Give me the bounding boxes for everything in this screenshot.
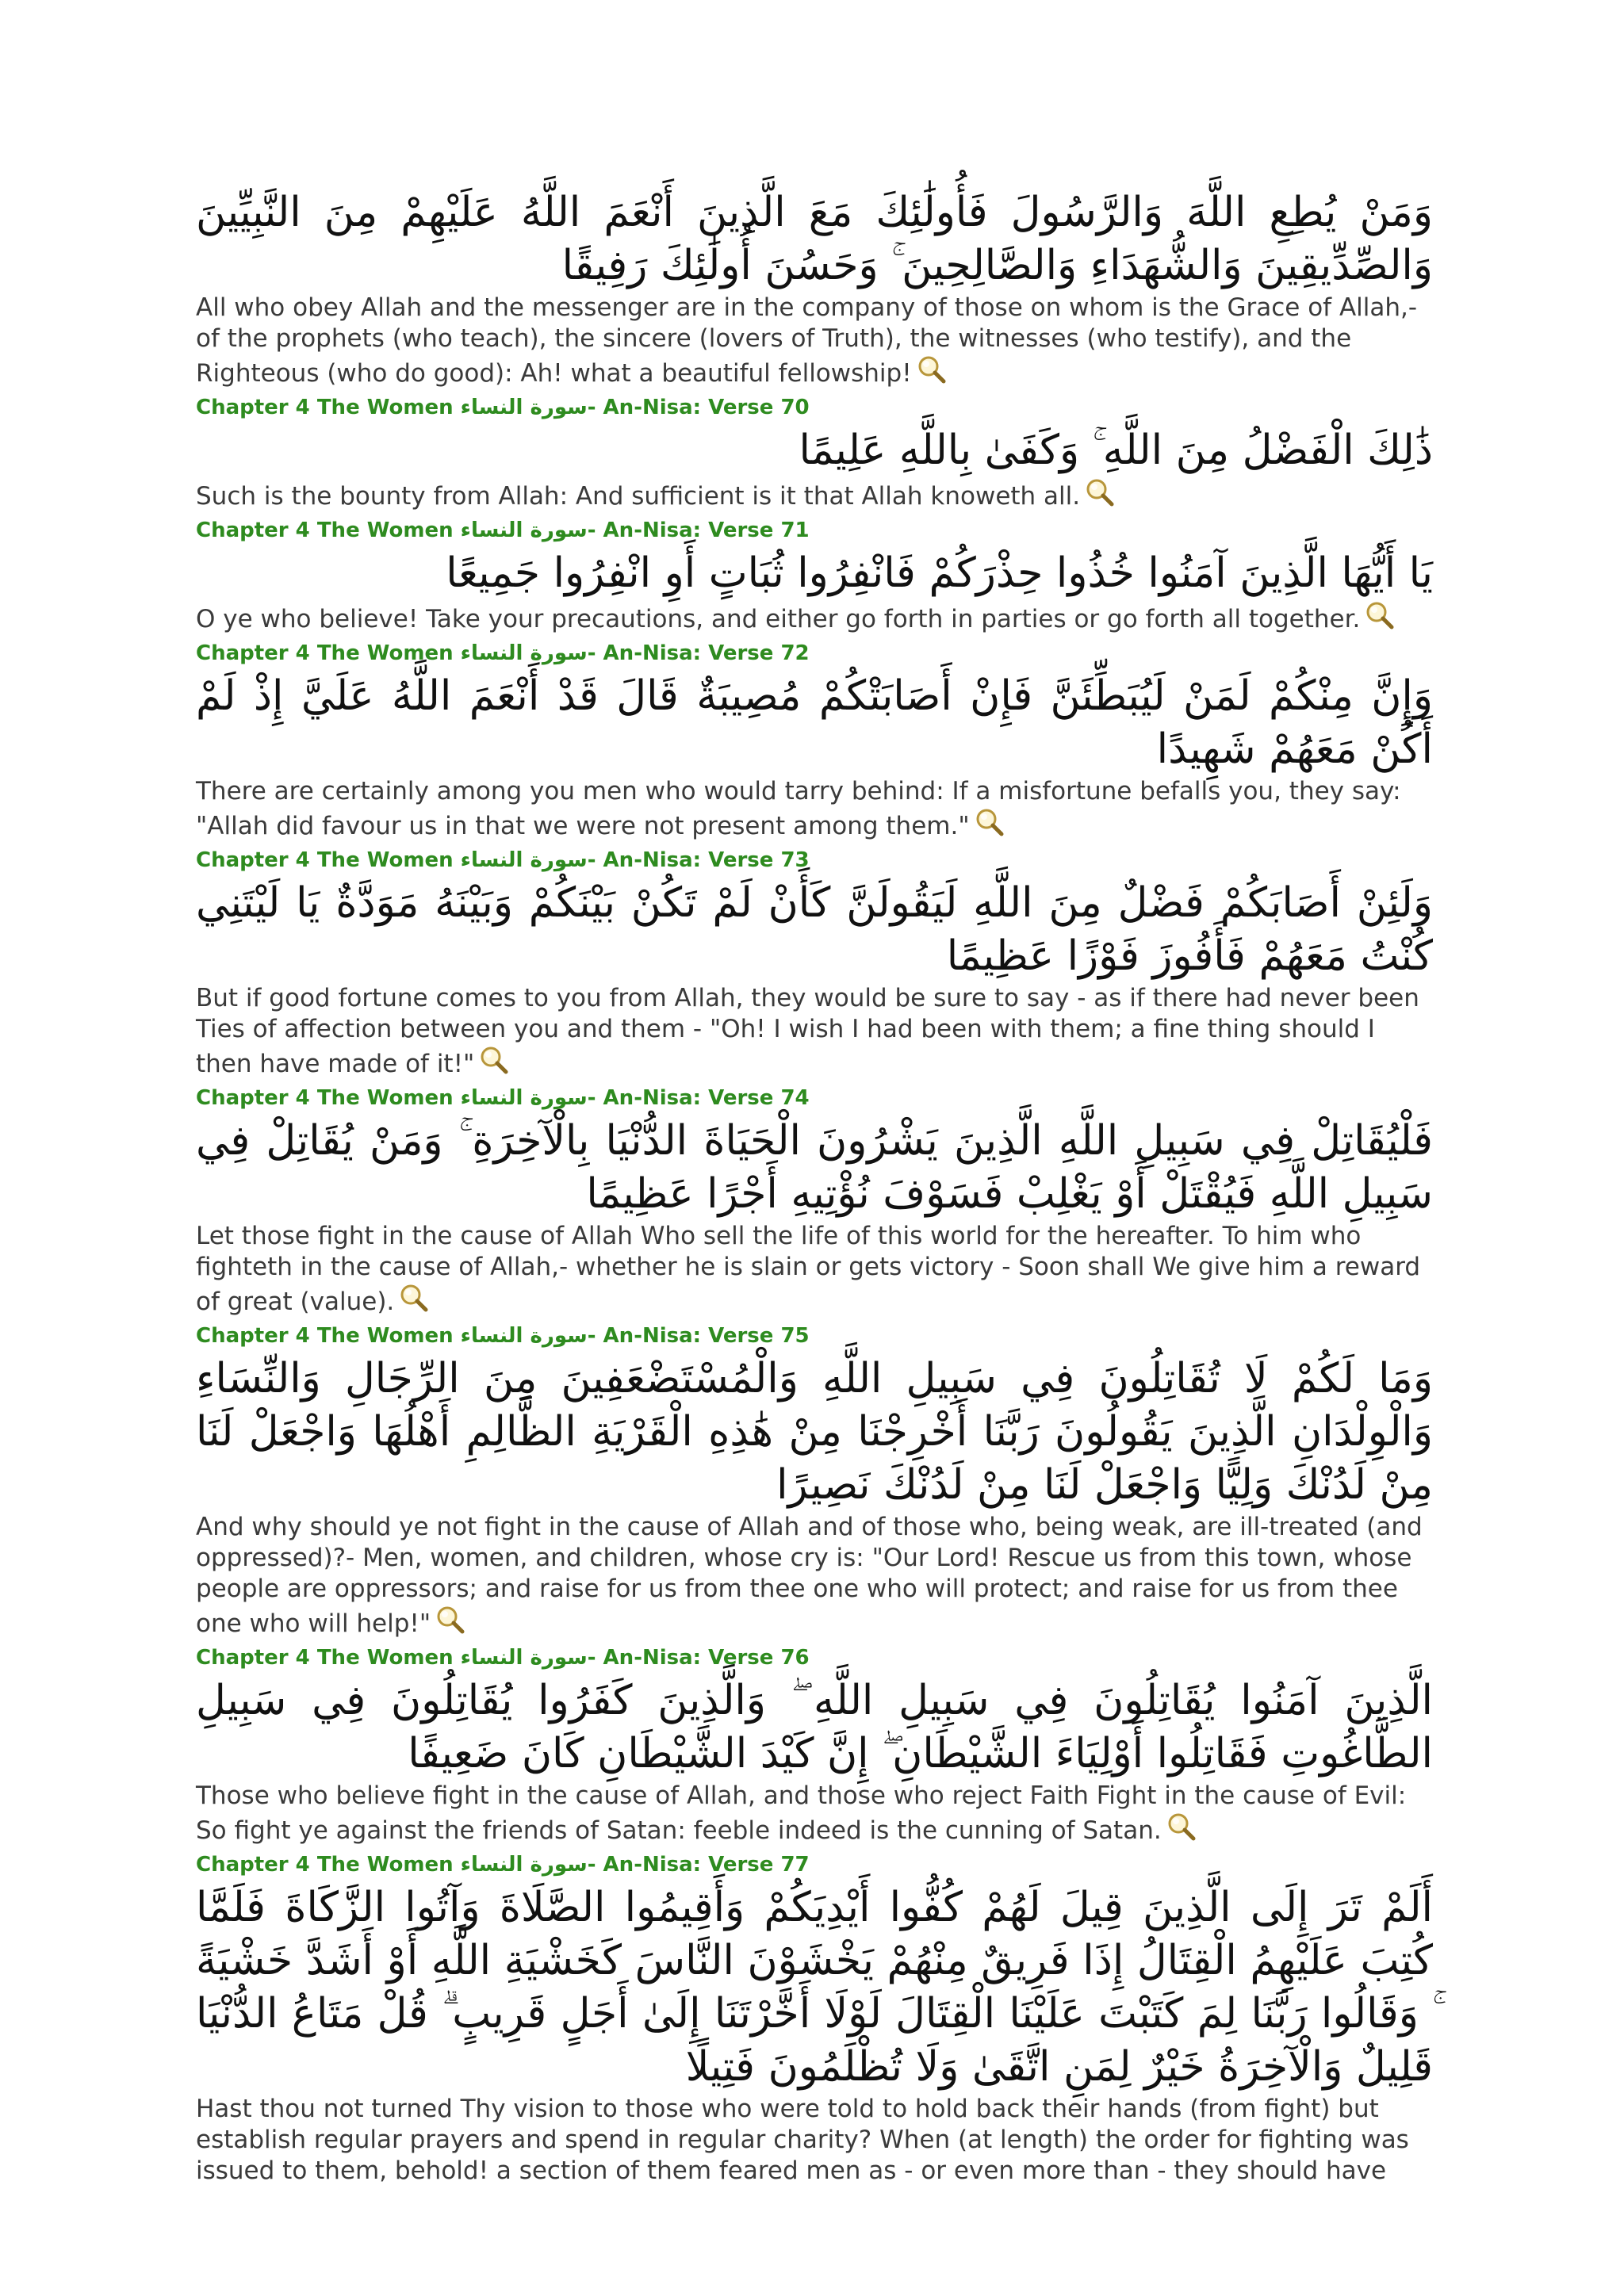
heading-chapter: Chapter 4 The Women [196,1324,454,1348]
heading-chapter: Chapter 4 The Women [196,519,454,542]
translation-text [196,983,1433,1080]
heading-chapter: Chapter 4 The Women [196,396,454,419]
translation-text [196,776,1433,842]
magnifier-icon[interactable] [1166,1812,1197,1842]
arabic-text: أَلَمْ تَرَ إِلَى الَّذِينَ قِيلَ لَهُمْ كُفُّوا أَيْدِيَكُمْ وَأَقِيمُوا الصَّلَاةَ وَآتُوا الزَّكَاةَ فَلَمَّا كُتِبَ عَلَيْهِمُ الْقِتَالُ إِذَا فَرِيقٌ مِنْهُمْ يَخْشَوْنَ النَّاسَ كَخَشْيَةِ اللَّهِ أَوْ أَشَدَّ خَشْيَةً ۚ وَقَالُوا رَبَّنَا لِمَ كَتَبْتَ عَلَيْنَا الْقِتَالَ لَوْلَا أَخَّرْتَنَا إِلَىٰ أَجَلٍ قَرِيبٍ ۗ قُلْ مَتَاعُ الدُّنْيَا قَلِيلٌ وَالْآخِرَةُ خَيْرٌ لِمَنِ اتَّقَىٰ وَلَا تُظْلَمُونَ فَتِيلًا [196,1884,1433,2091]
verse-block [196,517,1433,635]
magnifier-icon[interactable] [399,1283,429,1313]
translation-body: There are certainly among you men who would tarry behind: If a misfortune befalls you, they say: "Allah did favour us in that we were not present among them." [196,777,1401,840]
verse-heading [196,394,1433,421]
verse-block [196,847,1433,1080]
heading-surah-arabic: سورة النساء [460,848,588,872]
verse-block [196,640,1433,842]
arabic-text: الَّذِينَ آمَنُوا يُقَاتِلُونَ فِي سَبِيلِ اللَّهِ ۖ وَالَّذِينَ كَفَرُوا يُقَاتِلُونَ فِي سَبِيلِ الطَّاغُوتِ فَقَاتِلُوا أَوْلِيَاءَ الشَّيْطَانِ ۖ إِنَّ كَيْدَ الشَّيْطَانِ كَانَ ضَعِيفًا [196,1677,1433,1777]
translation-text [196,1221,1433,1318]
verse-block [196,1644,1433,1846]
verse-heading [196,847,1433,874]
verse-heading [196,640,1433,667]
heading-verse-ref: - An-Nisa: Verse 73 [587,848,810,872]
verse-heading [196,1322,1433,1349]
magnifier-icon[interactable] [1365,600,1395,630]
magnifier-icon[interactable] [975,807,1005,837]
document-page [196,186,1433,2191]
heading-chapter: Chapter 4 The Women [196,1646,454,1670]
translation-body: Such is the bounty from Allah: And sufficient is it that Allah knoweth all. [196,482,1081,511]
heading-chapter: Chapter 4 The Women [196,848,454,872]
heading-verse-ref: - An-Nisa: Verse 72 [587,641,810,665]
verse-heading [196,1085,1433,1112]
heading-surah-arabic: سورة النساء [460,641,588,665]
arabic-text: وَمَنْ يُطِعِ اللَّهَ وَالرَّسُولَ فَأُولَٰئِكَ مَعَ الَّذِينَ أَنْعَمَ اللَّهُ عَلَيْهِمْ مِنَ النَّبِيِّينَ وَالصِّدِّيقِينَ وَالشُّهَدَاءِ وَالصَّالِحِينَ ۚ وَحَسُنَ أُولَٰئِكَ رَفِيقًا [196,189,1433,289]
translation-body: All who obey Allah and the messenger are in the company of those on whom is the Grace of Allah,- of the prophets (who teach), the sincere (lovers of Truth), the witnesses (who testify), and the Righteous (who do good): Ah! what a beautiful fellowship! [196,293,1418,388]
arabic-text: ذَٰلِكَ الْفَضْلُ مِنَ اللَّهِ ۚ وَكَفَىٰ بِاللَّهِ عَلِيمًا [799,427,1433,474]
magnifier-icon[interactable] [1085,477,1115,507]
magnifier-icon[interactable] [917,354,947,385]
translation-body: O ye who believe! Take your precautions, and either go forth in parties or go forth all together. [196,605,1361,633]
translation-text: Hast thou not turned Thy vision to those who were told to hold back their hands (from fight) but establish regular prayers and spend in regular charity? When (at length) the order for fighting was issued to them, behold! a section of them feared men as - or even more than - they should have [196,2095,1409,2185]
magnifier-icon[interactable] [435,1605,465,1635]
heading-verse-ref: - An-Nisa: Verse 76 [587,1646,810,1670]
arabic-text: يَا أَيُّهَا الَّذِينَ آمَنُوا خُذُوا حِذْرَكُمْ فَانْفِرُوا ثُبَاتٍ أَوِ انْفِرُوا جَمِيعًا [446,549,1433,597]
heading-verse-ref: - An-Nisa: Verse 77 [587,1853,810,1877]
arabic-text: وَمَا لَكُمْ لَا تُقَاتِلُونَ فِي سَبِيلِ اللَّهِ وَالْمُسْتَضْعَفِينَ مِنَ الرِّجَالِ وَالنِّسَاءِ وَالْوِلْدَانِ الَّذِينَ يَقُولُونَ رَبَّنَا أَخْرِجْنَا مِنْ هَٰذِهِ الْقَرْيَةِ الظَّالِمِ أَهْلُهَا وَاجْعَلْ لَنَا مِنْ لَدُنْكَ وَلِيًّا وَاجْعَلْ لَنَا مِنْ لَدُنْكَ نَصِيرًا [196,1355,1433,1509]
verse-block-intro [196,186,1433,389]
heading-surah-arabic: سورة النساء [460,1324,588,1348]
verse-block [196,1851,1433,2187]
heading-verse-ref: - An-Nisa: Verse 70 [587,396,810,419]
translation-body: But if good fortune comes to you from Allah, they would be sure to say - as if there had never been Ties of affection between you and them - "Oh! I wish I had been with them; a fine thing should I then have made of it!" [196,984,1419,1078]
heading-surah-arabic: سورة النساء [460,1086,588,1110]
verse-heading [196,1851,1433,1878]
verse-heading [196,1644,1433,1671]
translation-text [196,1781,1433,1846]
translation-text [196,1512,1433,1640]
heading-chapter: Chapter 4 The Women [196,1086,454,1110]
translation-body: And why should ye not fight in the cause of Allah and of those who, being weak, are ill-treated (and oppressed)?- Men, women, and children, whose cry is: "Our Lord! Rescue us from this town, whose people are oppressors; and raise for us from thee one who will protect; and raise for us from thee one who will help!" [196,1513,1423,1638]
translation-body: Let those fight in the cause of Allah Who sell the life of this world for the hereafter. To him who fighteth in the cause of Allah,- whether he is slain or gets victory - Soon shall We give him a reward of great (value). [196,1222,1421,1316]
verse-block [196,1085,1433,1318]
heading-surah-arabic: سورة النساء [460,1853,588,1877]
heading-verse-ref: - An-Nisa: Verse 71 [587,519,810,542]
arabic-text: وَلَئِنْ أَصَابَكُمْ فَضْلٌ مِنَ اللَّهِ لَيَقُولَنَّ كَأَنْ لَمْ تَكُنْ بَيْنَكُمْ وَبَيْنَهُ مَوَدَّةٌ يَا لَيْتَنِي كُنْتُ مَعَهُمْ فَأَفُوزَ فَوْزًا عَظِيمًا [196,879,1433,980]
translation-body: Those who believe fight in the cause of Allah, and those who reject Faith Fight in the cause of Evil: So fight ye against the friends of Satan: feeble indeed is the cunning of Satan. [196,1781,1407,1845]
heading-surah-arabic: سورة النساء [460,519,588,542]
magnifier-icon[interactable] [479,1045,509,1075]
translation-text [196,477,1433,512]
verse-block [196,1322,1433,1640]
verse-block [196,394,1433,512]
translation-text [196,600,1433,635]
heading-chapter: Chapter 4 The Women [196,641,454,665]
arabic-text: فَلْيُقَاتِلْ فِي سَبِيلِ اللَّهِ الَّذِينَ يَشْرُونَ الْحَيَاةَ الدُّنْيَا بِالْآخِرَةِ ۚ وَمَنْ يُقَاتِلْ فِي سَبِيلِ اللَّهِ فَيُقْتَلْ أَوْ يَغْلِبْ فَسَوْفَ نُؤْتِيهِ أَجْرًا عَظِيمًا [196,1117,1433,1218]
heading-chapter: Chapter 4 The Women [196,1853,454,1877]
heading-surah-arabic: سورة النساء [460,396,588,419]
heading-surah-arabic: سورة النساء [460,1646,588,1670]
verse-heading [196,517,1433,544]
translation-text [196,293,1433,389]
heading-verse-ref: - An-Nisa: Verse 75 [587,1324,810,1348]
arabic-text: وَإِنَّ مِنْكُمْ لَمَنْ لَيُبَطِّئَنَّ فَإِنْ أَصَابَتْكُمْ مُصِيبَةٌ قَالَ قَدْ أَنْعَمَ اللَّهُ عَلَيَّ إِذْ لَمْ أَكُنْ مَعَهُمْ شَهِيدًا [196,672,1433,773]
heading-verse-ref: - An-Nisa: Verse 74 [587,1086,810,1110]
